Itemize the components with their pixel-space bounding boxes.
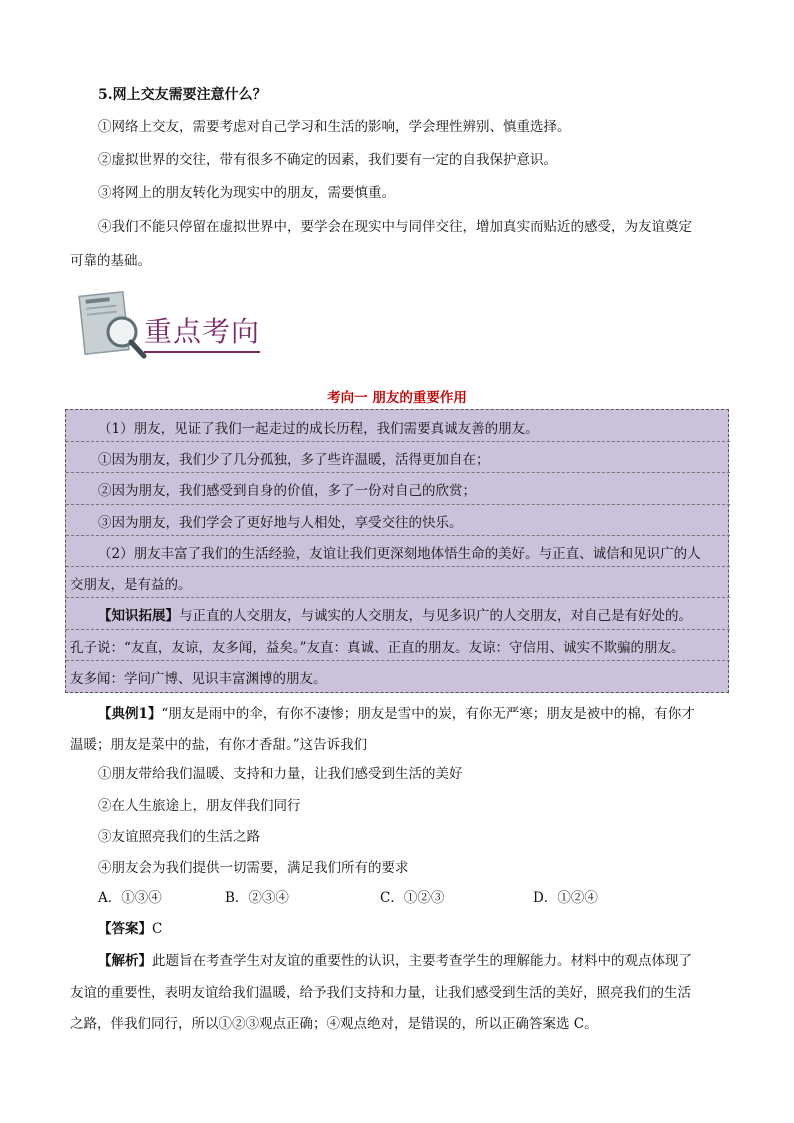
- section-banner-title: 重点考向: [144, 310, 260, 353]
- analysis-text: 此题旨在考查学生对友谊的重要性的认识，主要考查学生的理解能力。材料中的观点体现了: [152, 953, 692, 969]
- q5-point-3: ③将网上的朋友转化为现实中的朋友，需要慎重。: [98, 185, 395, 201]
- option-c: C．①②③: [380, 890, 445, 906]
- example-statement-2: ②在人生旅途上，朋友伴我们同行: [98, 798, 301, 814]
- question-5-title: 5.网上交友需要注意什么？: [98, 87, 267, 103]
- example-label: 【典例1】: [98, 706, 162, 722]
- knowledge-extension-text: 与正直的人交朋友，与诚实的人交朋友，与见多识广的人交朋友，对自己是有好处的。: [179, 608, 692, 624]
- option-b: B．②③④: [225, 890, 289, 906]
- option-a: A．①③④: [98, 890, 162, 906]
- analysis-label: 【解析】: [98, 953, 152, 969]
- q5-point-1: ①网络上交友，需要考虑对自己学习和生活的影响，学会理性辨别、慎重选择。: [98, 119, 571, 135]
- example-question-line2: 温暖；朋友是菜中的盐，有你才香甜。”这告诉我们: [70, 737, 368, 753]
- q5-point-4-line1: ④我们不能只停留在虚拟世界中，要学会在现实中与同伴交往，增加真实而贴近的感受，为友谊奠定: [98, 219, 692, 235]
- knowledge-extension-line1: [98, 606, 692, 626]
- answer-line: [98, 919, 162, 939]
- section-title: 考向一 朋友的重要作用: [327, 390, 467, 406]
- analysis-line2: 友谊的重要性，表明友谊给我们温暖，给予我们支持和力量，让我们感受到生活的美好，照亮我们的生活: [70, 985, 691, 1001]
- analysis-line3: 之路，伴我们同行，所以①②③观点正确；④观点绝对，是错误的，所以正确答案选 C。: [70, 1016, 598, 1032]
- box-point-1a: ①因为朋友，我们少了几分孤独，多了些许温暖，活得更加自在；: [98, 452, 490, 468]
- answer-label: 【答案】: [98, 921, 152, 937]
- option-d: D．①②④: [533, 890, 598, 906]
- knowledge-extension-line3: 友多闻：学问广博、见识丰富渊博的朋友。: [70, 671, 327, 687]
- box-point-1: （1）朋友，见证了我们一起走过的成长历程，我们需要真诚友善的朋友。: [98, 421, 539, 437]
- answer-value: C: [152, 921, 163, 937]
- q5-point-4-line2: 可靠的基础。: [70, 253, 151, 269]
- box-point-1c: ③因为朋友，我们学会了更好地与人相处，享受交往的快乐。: [98, 515, 463, 531]
- box-point-2-line1: （2）朋友丰富了我们的生活经验，友谊让我们更深刻地体悟生命的美好。与正直、诚信和见识广的人: [98, 546, 701, 562]
- q5-point-2: ②虚拟世界的交往，带有很多不确定的因素，我们要有一定的自我保护意识。: [98, 152, 557, 168]
- box-point-2-line2: 交朋友，是有益的。: [70, 577, 192, 593]
- example-statement-1: ①朋友带给我们温暖、支持和力量，让我们感受到生活的美好: [98, 766, 463, 782]
- example-statement-3: ③友谊照亮我们的生活之路: [98, 829, 260, 845]
- box-point-1b: ②因为朋友，我们感受到自身的价值，多了一份对自己的欣赏；: [98, 483, 476, 499]
- analysis-line1: [98, 951, 692, 971]
- example-question-line1: [98, 704, 695, 724]
- knowledge-extension-line2: 孔子说：“友直，友谅，友多闻，益矣。”友直：真诚、正直的朋友。友谅：守信用、诚实不欺骗的朋友。: [70, 640, 685, 656]
- example-question-text: “朋友是雨中的伞，有你不凄惨；朋友是雪中的炭，有你无严寒；朋友是被中的棉，有你才: [161, 706, 695, 722]
- knowledge-extension-label: 【知识拓展】: [98, 608, 179, 624]
- example-statement-4: ④朋友会为我们提供一切需要，满足我们所有的要求: [98, 860, 409, 876]
